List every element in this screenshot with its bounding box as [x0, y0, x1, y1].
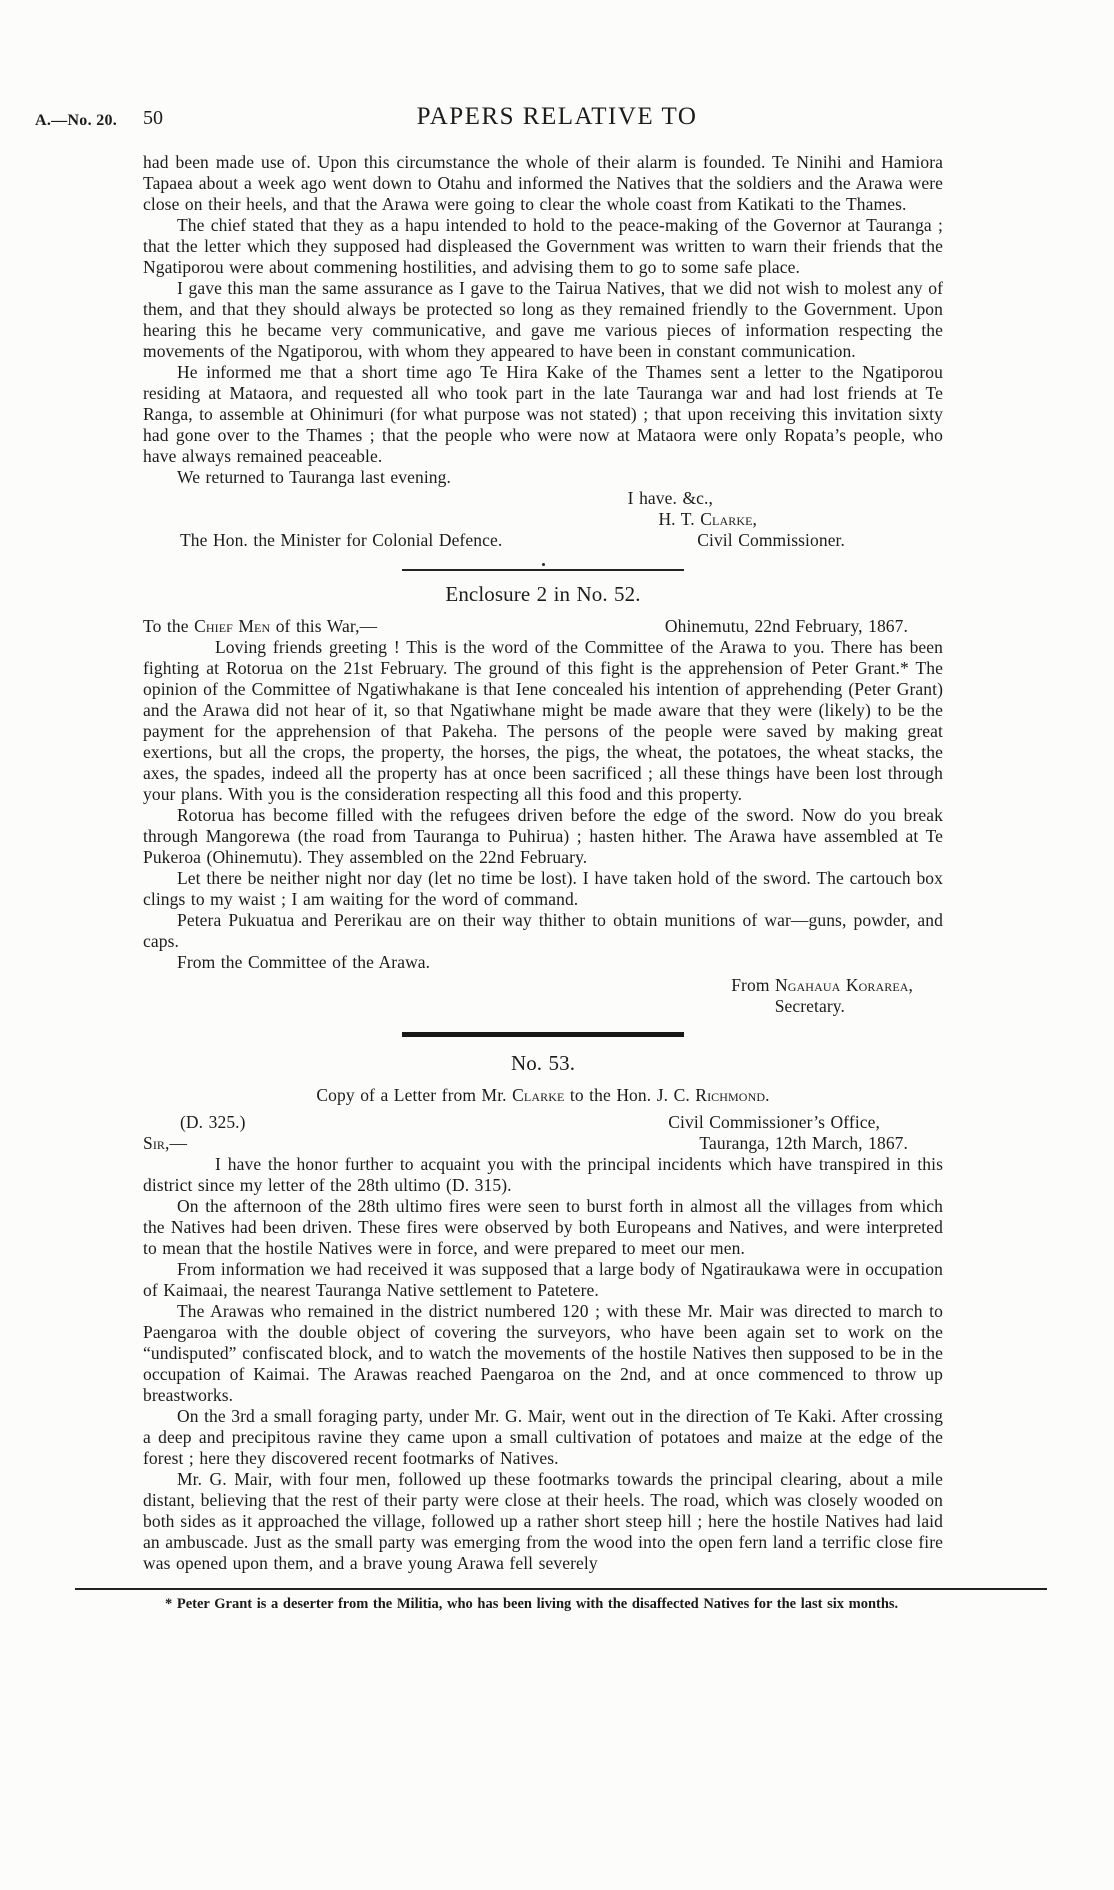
no53-dateline: Tauranga, 12th March, 1867.: [699, 1133, 908, 1153]
no53-subheading-seg2: to the Hon. J. C.: [564, 1085, 696, 1105]
enclosure2-salutation-prefix: To the: [143, 616, 195, 636]
no53-subheading: [143, 1085, 943, 1106]
letter52-addressee: The Hon. the Minister for Colonial Defence.: [180, 530, 503, 550]
enclosure2-dateline: Ohinemutu, 22nd February, 1867.: [664, 616, 908, 636]
section-separator-thick-rule: [402, 1032, 684, 1037]
enclosure2-paragraph-3: Let there be neither night nor day (let no time be lost). I have taken hold of the sword. The cartouch box clings to my waist ; I am waiting for the word of command.: [143, 868, 943, 909]
letter52-paragraph-2: The chief stated that they as a hapu intended to hold to the peace-making of the Governor at Tauranga ; that the letter which they supposed had displeased the Government was written to warn their friends that the Ngatiporou were about commening hostilities, and advising them to go to some safe place.: [143, 215, 943, 277]
enclosure2-salutation-row: [143, 616, 943, 637]
enclosure2-signature-name: Ngahaua Korarea,: [775, 975, 913, 995]
enclosure2-signature-prefix: From: [731, 975, 776, 995]
enclosure2-heading: Enclosure 2 in No. 52.: [445, 582, 641, 606]
page-number: 50: [143, 107, 163, 129]
no53-subheading-seg1: Copy of a Letter from Mr.: [316, 1085, 513, 1105]
footnote-rule: [75, 1588, 1047, 1590]
no53-paragraph-5: On the 3rd a small foraging party, under Mr. G. Mair, went out in the direction of Te Kaki. After crossing a deep and precipitous ravine they came upon a small cultivation of potatoes and maize at the edge of the forest ; here they discovered recent footmarks of Natives.: [143, 1406, 943, 1468]
no53-paragraph-1: I have the honor further to acquaint you with the principal incidents which have transpired in this district since my letter of the 28th ultimo (D. 315).: [143, 1154, 943, 1195]
enclosure2-paragraph-1: Loving friends greeting ! This is the word of the Committee of the Arawa to you. There has been fighting at Rotorua on the 21st February. The ground of this fight is the apprehension of Peter Grant.* The opinion of the Committee of Ngatiwhakane is that Iene concealed his intention of apprehending (Peter Grant) and the Arawa did not hear of it, so that Ngatiwhane might be made aware that they were (likely) to be the payment for the apprehension of that Pakeha. The persons of the people were saved by making great exertions, but all the crops, the property, the horses, the pigs, the wheat, the potatoes, the wheat stacks, the axes, the spades, indeed all the property has at once been sacrificed ; all these things have been lost through your plans. With you is the consideration respecting all this food and this property.: [143, 637, 943, 804]
letter52-paragraph-3: I gave this man the same assurance as I gave to the Tairua Natives, that we did not wish to molest any of them, and that they should always be protected so long as they remained friendly to the Government. Upon hearing this he became very communicative, and gave me various pieces of information respecting the movements of the Ngatiporou, with whom they appeared to have been in constant communication.: [143, 278, 943, 361]
no53-reference-row: [143, 1112, 943, 1133]
no53-paragraph-3: From information we had received it was supposed that a large body of Ngatiraukawa were in occupation of Kaimaai, the nearest Tauranga Native settlement to Patetere.: [143, 1259, 943, 1300]
enclosure2-paragraph-5: From the Committee of the Arawa.: [177, 952, 431, 972]
footnote-text: * Peter Grant is a deserter from the Militia, who has been living with the disaffected Natives for the last six months.: [165, 1596, 899, 1612]
letter52-addressee-row: [143, 530, 943, 551]
no53-paragraph-2: On the afternoon of the 28th ultimo fires were seen to burst forth in almost all the villages from which the Natives had been driven. These fires were observed by both Europeans and Natives, and were interpreted to mean that the hostile Natives were in force, and were prepared to meet our men.: [143, 1196, 943, 1258]
letter52-paragraph-1: had been made use of. Upon this circumstance the whole of their alarm is founded. Te Ninihi and Hamiora Tapaea about a week ago went down to Otahu and informed the Natives that the soldiers and the Arawa were close on their heels, and that the Arawa were going to clear the whole coast from Katikati to the Thames.: [143, 152, 943, 214]
no53-subheading-sender: Clarke: [512, 1085, 565, 1105]
text-column: [143, 152, 943, 1613]
no53-salutation: Sir,—: [143, 1133, 188, 1153]
no53-paragraph-6: Mr. G. Mair, with four men, followed up these footmarks towards the principal clearing, about a mile distant, believing that the rest of their party were close at their heels. The road, which was closely wooded on both sides as it approached the village, followed up a rather short steep hill ; here the hostile Natives had laid an ambuscade. Just as the small party was emerging from the wood into the open fern land a terrific close fire was opened upon them, and a brave young Arawa fell severely: [143, 1469, 943, 1573]
no53-salutation-row: [143, 1133, 943, 1154]
enclosure2-salutation: [143, 616, 377, 637]
enclosure2-signature: [143, 975, 943, 996]
enclosure2-signature-title: Secretary.: [774, 996, 845, 1016]
letter52-signature-title: Civil Commissioner.: [697, 530, 845, 550]
no53-office-line: Civil Commissioner’s Office,: [668, 1112, 880, 1132]
page-title: PAPERS RELATIVE TO: [416, 103, 698, 130]
no53-subheading-recipient: Richmond: [695, 1085, 766, 1105]
no53-paragraph-4: The Arawas who remained in the district numbered 120 ; with these Mr. Mair was directed to march to Paengaroa with the double object of covering the surveyors, who have been again set to work on the “undisputed” confiscated block, and to watch the movements of the hostile Natives then supposed to be in the occupation of Kaimai. The Arawas reached Paengaroa on the 2nd, and at once commenced to throw up breastworks.: [143, 1301, 943, 1405]
letter52-paragraph-4: He informed me that a short time ago Te Hira Kake of the Thames sent a letter to the Ngatiporou residing at Mataora, and requested all who took part in the late Tauranga war and had lost friends at Te Ranga, to assemble at Ohinimuri (for what purpose was not stated) ; that upon receiving this invitation sixty had gone over to the Thames ; that the people who were now at Mataora were only Ropata’s people, who have always remained peaceable.: [143, 362, 943, 466]
enclosure2-salutation-suffix: of this War,—: [270, 616, 378, 636]
no53-heading: No. 53.: [510, 1051, 576, 1075]
document-reference: A.—No. 20.: [35, 112, 118, 129]
enclosure2-paragraph-2: Rotorua has become filled with the refugees driven before the edge of the sword. Now do you break through Mangorewa (the road from Tauranga to Puhirua) ; hasten hither. The Arawa have assembled at Te Pukeroa (Ohinemutu). They assembled on the 22nd February.: [143, 805, 943, 867]
no53-document-reference: (D. 325.): [180, 1112, 246, 1132]
letter52-valediction: I have. &c.,: [627, 488, 713, 508]
enclosure2-salutation-addressees: Chief Men: [194, 616, 271, 636]
section-separator-rule: [402, 569, 684, 571]
no53-subheading-seg3: .: [765, 1085, 770, 1105]
letter52-signature-name: H. T. Clarke,: [658, 509, 757, 529]
letter52-paragraph-5: We returned to Tauranga last evening.: [177, 467, 451, 487]
section-separator-dot: [542, 563, 545, 566]
enclosure2-paragraph-4: Petera Pukuatua and Pererikau are on their way thither to obtain munitions of war—guns, powder, and caps.: [143, 910, 943, 951]
